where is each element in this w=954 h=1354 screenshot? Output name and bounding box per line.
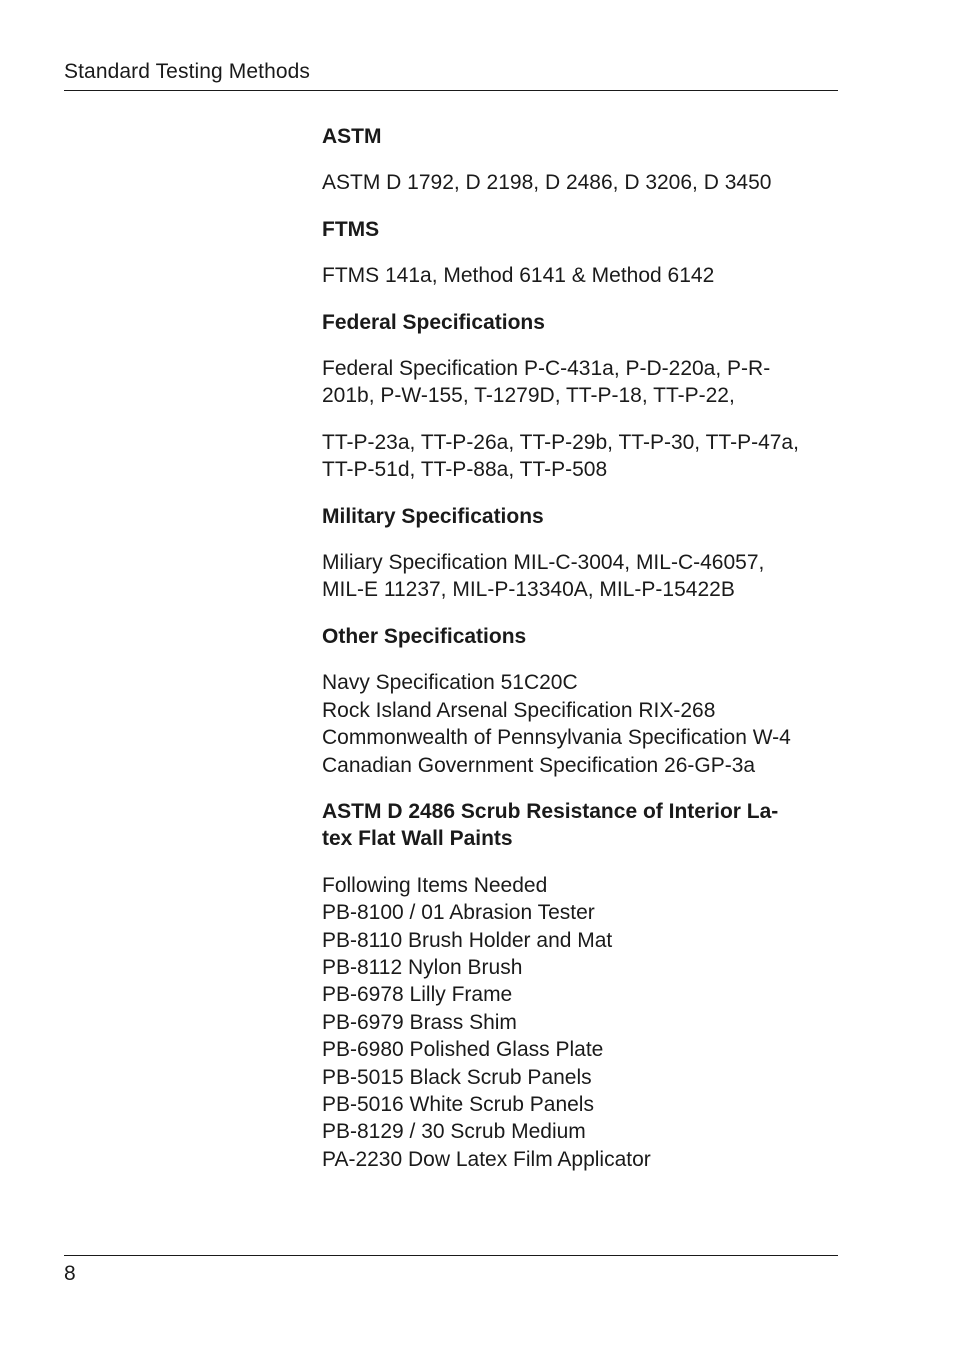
list-item: PA-2230 Dow Latex Film Applicator	[322, 1147, 651, 1171]
text-line: TT-P-23a, TT-P-26a, TT-P-29b, TT-P-30, TT-P-47a,	[322, 430, 799, 454]
heading-line: tex Flat Wall Paints	[322, 827, 513, 851]
list-item: PB-6978 Lilly Frame	[322, 983, 513, 1007]
heading-scrub-resistance	[322, 798, 842, 853]
list-item: PB-8110 Brush Holder and Mat	[322, 928, 613, 952]
text-line: Miliary Specification MIL-C-3004, MIL-C-46057,	[322, 551, 765, 575]
list-item: PB-8129 / 30 Scrub Medium	[322, 1120, 586, 1144]
page-number: 8	[64, 1262, 76, 1285]
page-content	[322, 123, 842, 1192]
list-item: PB-5015 Black Scrub Panels	[322, 1065, 592, 1089]
list-item: PB-6979 Brass Shim	[322, 1010, 517, 1034]
text-military-specifications	[322, 549, 842, 604]
text-federal-specifications-1	[322, 355, 842, 410]
footer-rule	[64, 1255, 838, 1256]
list-item: PB-8112 Nylon Brush	[322, 955, 523, 979]
heading-ftms: FTMS	[322, 217, 380, 241]
heading-federal-specifications: Federal Specifications	[322, 310, 545, 334]
list-item: Navy Specification 51C20C	[322, 671, 578, 695]
text-other-specifications	[322, 669, 842, 779]
list-item: PB-8100 / 01 Abrasion Tester	[322, 901, 595, 925]
list-item: PB-6980 Polished Glass Plate	[322, 1038, 604, 1062]
text-line: MIL-E 11237, MIL-P-13340A, MIL-P-15422B	[322, 578, 735, 602]
text-federal-specifications-2	[322, 429, 842, 484]
text-astm: ASTM D 1792, D 2198, D 2486, D 3206, D 3450	[322, 171, 772, 195]
text-line: 201b, P-W-155, T-1279D, TT-P-18, TT-P-22,	[322, 384, 735, 408]
list-item: Following Items Needed	[322, 873, 548, 897]
header-rule	[64, 90, 838, 91]
heading-astm: ASTM	[322, 125, 382, 148]
list-item: PB-5016 White Scrub Panels	[322, 1092, 594, 1116]
items-needed-list	[322, 872, 842, 1173]
running-header: Standard Testing Methods	[64, 60, 311, 83]
heading-military-specifications: Military Specifications	[322, 504, 544, 528]
list-item: Rock Island Arsenal Specification RIX-268	[322, 698, 716, 722]
list-item: Commonwealth of Pennsylvania Specification W-4	[322, 726, 791, 750]
heading-line: ASTM D 2486 Scrub Resistance of Interior La-	[322, 799, 779, 823]
list-item: Canadian Government Specification 26-GP-3a	[322, 753, 756, 777]
text-line: Federal Specification P-C-431a, P-D-220a, P-R-	[322, 357, 771, 381]
text-line: TT-P-51d, TT-P-88a, TT-P-508	[322, 458, 608, 482]
text-ftms: FTMS 141a, Method 6141 & Method 6142	[322, 264, 715, 288]
heading-other-specifications: Other Specifications	[322, 624, 527, 648]
